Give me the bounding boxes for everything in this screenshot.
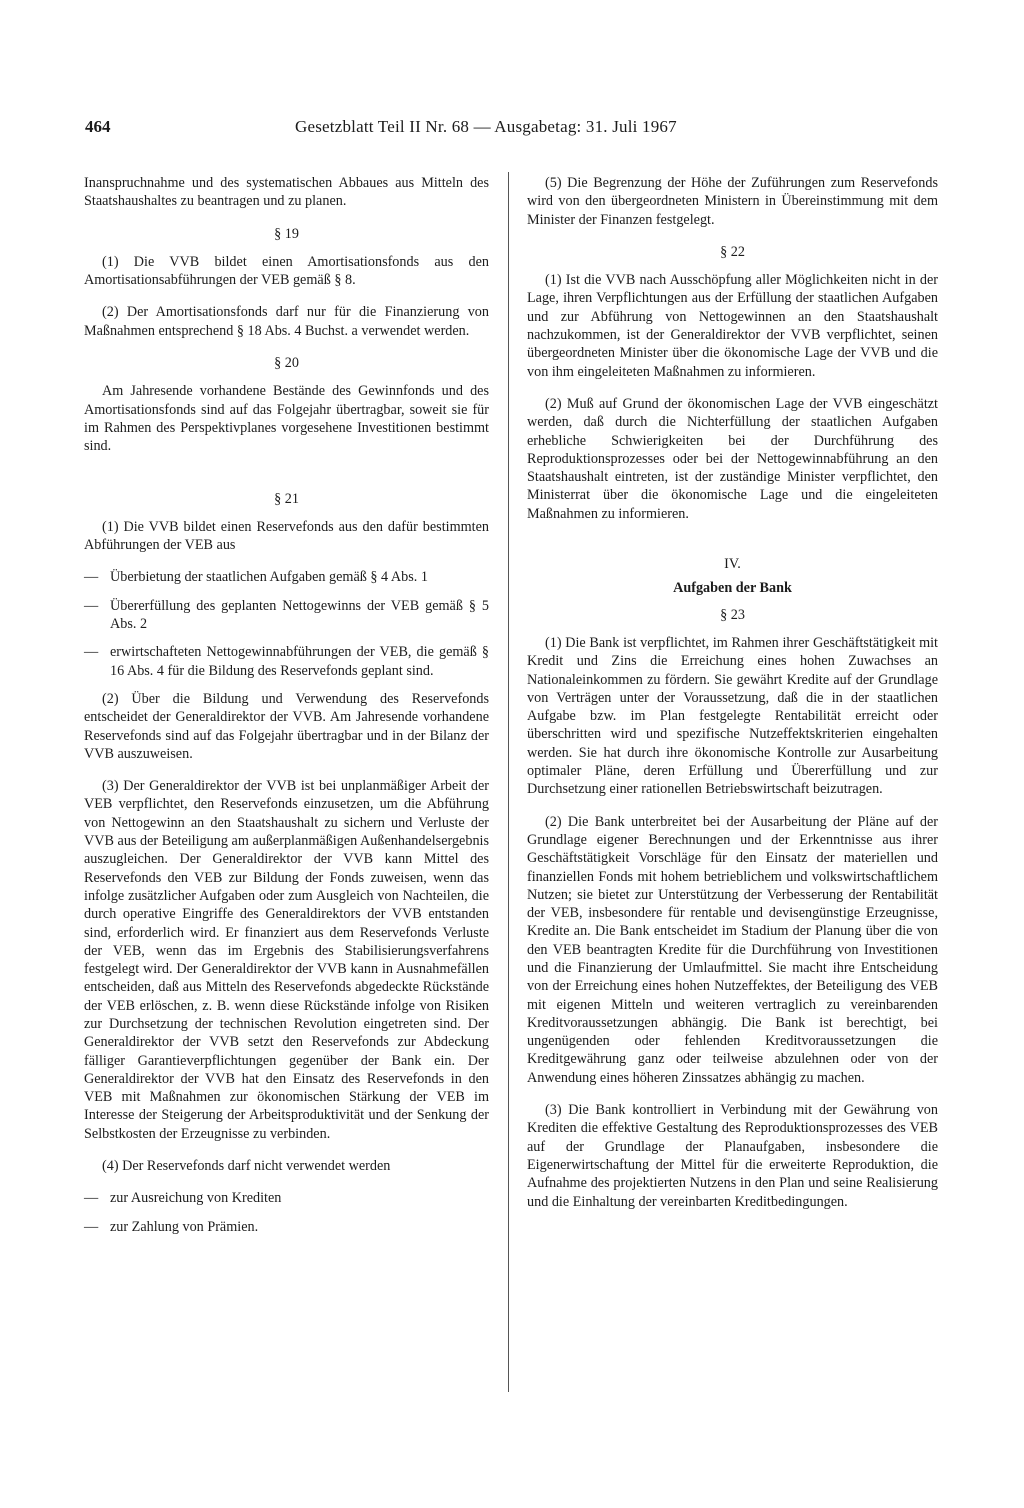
dash-marker: — [84, 1218, 99, 1235]
page-number: 464 [85, 117, 111, 136]
paragraph-21-2: (2) Über die Bildung und Verwendung des Reservefonds entscheidet der Generaldirektor der VVB. Am Jahresende vorhandene Reservefonds sind auf das Folgejahr übertragbar und in der Bilanz der VVB auszuweisen. [84, 690, 489, 762]
running-title: Gesetzblatt Teil II Nr. 68 — Ausgabetag: 31. Juli 1967 [295, 117, 677, 136]
dash-marker: — [84, 644, 99, 661]
dash-marker: — [84, 597, 99, 614]
paragraph-21-3: (3) Der Generaldirektor der VVB ist bei unplanmäßiger Arbeit der VEB verpflichtet, den Reservefonds einzusetzen, um die Abführung von Nettogewinn an den Staatshaushalt zu sichern und Verluste der VVB aus der Beteiligung am außerplanmäßigen Außenhandelsergebnis auszugleichen. Der Generaldirektor der VVB kann Mittel des Reservefonds den VEB zur Bildung der Fonds zuweisen, wenn das infolge zusätzlicher Aufgaben oder zum Ausgleich von Nachteilen, die durch operative Eingriffe des Generaldirektors der VVB entstanden sind, erforderlich wird. Er finanziert aus dem Reservefonds Verluste der VEB, wenn das im Ergebnis des Stabilisierungsverfahrens festgelegt wird. Der Generaldirektor der VVB kann in Ausnahmefällen entscheiden, daß aus Mitteln des Reservefonds abgedeckte Rückstände der VEB erlöschen, z. B. wenn diese Rückstände infolge von Risiken zur Durchsetzung der technischen Revolution eingetreten sind. Der Generaldirektor der VVB setzt den Reservefonds zur Abdeckung fälliger Garantieverpflichtungen gegenüber der Bank ein. Der Generaldirektor der VVB hat den Einsatz des Reservefonds in den VEB mit Maßnahmen zur ökonomischen Stärkung der VEB im Interesse der Steigerung der Arbeitsproduktivität und der Senkung der Selbstkosten der Erzeugnisse zu verbinden. [84, 778, 489, 1142]
chapter-number: IV. [724, 556, 741, 573]
list-item [84, 643, 489, 680]
section-heading-22: § 22 [720, 243, 745, 260]
list-item [84, 568, 489, 586]
right-column [527, 174, 938, 1225]
page-header [85, 117, 964, 141]
paragraph-22-2: (2) Muß auf Grund der ökonomischen Lage der VVB eingeschätzt werden, daß durch die Nichterfüllung der staatlichen Aufgaben erhebliche Schwierigkeiten bei der Durchführung des Reproduktionsprozesses oder bei der Nettogewinnabführung an den Staatshaushalt eintreten, ist der zuständige Minister verpflichtet, den Ministerrat über die ökonomische Lage und die eingeleiteten Maßnahmen zu informieren. [527, 395, 938, 522]
paragraph-21-1: (1) Die VVB bildet einen Reservefonds aus den dafür bestimmten Abführungen der VEB aus [84, 518, 489, 554]
paragraph-19-1: (1) Die VVB bildet einen Amortisationsfonds aus den Amortisationsabführungen der VEB gemäß § 8. [84, 253, 489, 289]
list-item [84, 1189, 489, 1207]
list-item [84, 1218, 489, 1236]
list-item-text: zur Ausreichung von Krediten [110, 1190, 282, 1207]
paragraph-23-2: (2) Die Bank unterbreitet bei der Ausarbeitung der Pläne auf der Grundlage eigener Berechnungen und der Erkenntnisse aus ihrer Geschäftstätigkeit Vorschläge für den Einsatz der materiellen und finanziellen Fonds mit hohem betrieblichem und volkswirtschaftlichem Nutzen; sie bietet zur Unterstützung der Verbesserung der Rentabilität der VEB, insbesondere für rentable und devisengünstige Erzeugnisse, Kredite an. Die Bank entscheidet im Stadium der Planung über die von den VEB beantragten Kredite für die Durchführung von Investitionen und die Finanzierung der Umlaufmittel. Sie macht ihre Entscheidung von der Erreichung eines hohen Nutzeffektes, der Beteiligung des VEB mit eigenen Mitteln und weiteren vertraglich zu vereinbarenden Kreditvoraussetzungen abhängig. Die Bank ist berechtigt, bei ungenügenden oder fehlenden Kreditvoraussetzungen die Kreditgewährung ganz oder teilweise abzulehnen oder von der Anwendung eines höheren Zinssatzes abhängig zu machen. [527, 813, 938, 1086]
paragraph-19-2: (2) Der Amortisationsfonds darf nur für die Finanzierung von Maßnahmen entsprechend § 18 Abs. 4 Buchst. a verwendet werden. [84, 304, 489, 339]
section-heading-21: § 21 [274, 490, 299, 507]
dash-marker: — [84, 569, 99, 586]
paragraph-21-4: (4) Der Reservefonds darf nicht verwendet werden [102, 1158, 391, 1175]
paragraph-21-5: (5) Die Begrenzung der Höhe der Zuführungen zum Reservefonds wird von den übergeordneten Ministern in Übereinstimmung mit dem Minister der Finanzen festgelegt. [527, 175, 938, 228]
section-heading-19: § 19 [274, 225, 299, 242]
paragraph-23-3: (3) Die Bank kontrolliert in Verbindung mit der Gewährung von Krediten die effektive Gestaltung des Reproduktionsprozesses des VEB auf der Grundlage der Planaufgaben, insbesondere die Eigenerwirtschaftung der Mittel für die erweiterte Reproduktion, die Aufnahme des projektierten Nutzens in den Plan und seine Realisierung und die Einhaltung der vereinbarten Kreditbedingungen. [527, 1102, 938, 1210]
left-column [84, 174, 489, 1246]
paragraph-continuation: Inanspruchnahme und des systematischen Abbaues aus Mitteln des Staatshaushaltes zu beantragen und zu planen. [84, 175, 489, 210]
section-heading-20: § 20 [274, 355, 299, 372]
list-item-text: Übererfüllung des geplanten Nettogewinns der VEB gemäß § 5 Abs. 2 [110, 597, 489, 633]
paragraph-20: Am Jahresende vorhandene Bestände des Gewinnfonds und des Amortisationsfonds sind auf das Folgejahr übertragbar, soweit sie für im Rahmen des Perspektivplanes vorgesehene Investitionen bestimmt sind. [84, 383, 489, 455]
paragraph-23-1: (1) Die Bank ist verpflichtet, im Rahmen ihrer Geschäftstätigkeit mit Kredit und Zins die Erreichung eines hohen Zuwachses an Nationaleinkommen zu fördern. Sie gewährt Kredite auf der Grundlage von Verträgen unter der Voraussetzung, daß die in der staatlichen Aufgabe bzw. im Plan festgelegte Rentabilität erreicht oder überschritten wird und spezifische Nutzeffektskriterien eingehalten werden. Sie hat durch ihre ökonomische Kontrolle zur Ausarbeitung optimaler Pläne, deren Erfüllung und Übererfüllung und zur Durchsetzung einer rationellen Betriebswirtschaft beizutragen. [527, 634, 938, 798]
paragraph-22-1: (1) Ist die VVB nach Ausschöpfung aller Möglichkeiten nicht in der Lage, ihren Verpflichtungen aus der Erfüllung der staatlichen Aufgaben und zur Abführung von Nettogewinnen an den Staatshaushalt nachzukommen, ist der Generaldirektor der VVB verpflichtet, seinen übergeordneten Minister über die ökonomische Lage der VVB und die von ihm eingeleiteten Maßnahmen zu informieren. [527, 272, 938, 380]
list-item-text: erwirtschafteten Nettogewinnabführungen der VEB, die gemäß § 16 Abs. 4 für die Bildung des Reservefonds geplant sind. [110, 644, 489, 679]
column-divider [508, 172, 509, 1392]
chapter-title: Aufgaben der Bank [673, 580, 792, 597]
section-heading-23: § 23 [720, 606, 745, 623]
list-item [84, 597, 489, 634]
list-item-text: Überbietung der staatlichen Aufgaben gemäß § 4 Abs. 1 [110, 569, 428, 586]
list-item-text: zur Zahlung von Prämien. [110, 1218, 259, 1235]
dash-marker: — [84, 1190, 99, 1207]
